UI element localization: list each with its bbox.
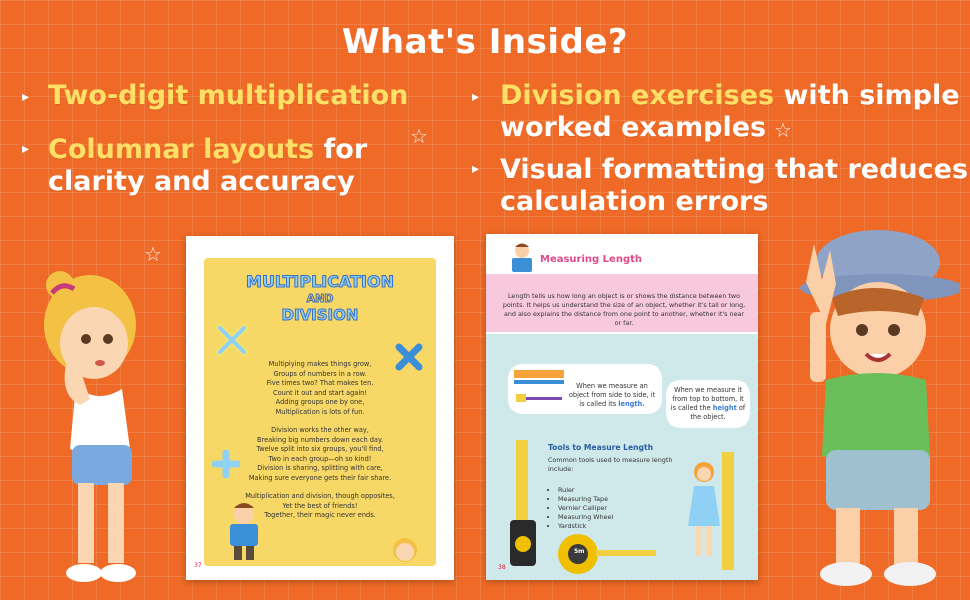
bullet-icon: ▸ — [472, 161, 480, 177]
poem-line: Together, their magic never ends. — [264, 511, 376, 520]
tools-list — [548, 486, 613, 531]
feature-3-highlight: Division exercises — [500, 80, 775, 111]
poem-line: Division is sharing, splitting with care, — [257, 464, 383, 473]
list-item: • Yardstick — [558, 522, 613, 531]
page-title-division: DIVISION — [281, 306, 359, 324]
page-title-multiplication: MULTIPLICATION — [246, 272, 394, 291]
list-item: • Ruler — [558, 486, 613, 495]
height-keyword: height — [712, 404, 737, 412]
boy-illustration — [770, 212, 960, 597]
star-icon: ☆ — [144, 242, 162, 266]
girl-illustration — [20, 255, 170, 595]
section-heading: Measuring Length — [540, 254, 643, 265]
tape-label: 5m — [574, 548, 585, 555]
list-item: • Measuring Tape — [558, 495, 613, 504]
feature-4-line2: calculation errors — [500, 186, 769, 217]
feature-2-line2: clarity and accuracy — [48, 166, 355, 197]
girl-height-illustration — [680, 452, 740, 572]
poem-line: Breaking big numbers down each day. — [256, 435, 384, 444]
girl-face-illustration — [390, 536, 420, 564]
feature-3-rest: with simple — [774, 80, 960, 111]
page-title-and: AND — [306, 292, 334, 305]
page-number: 38 — [498, 564, 506, 571]
star-icon: ☆ — [774, 118, 792, 142]
poem-line: Multiplication and division, though opposites, — [245, 492, 395, 500]
feature-1 — [48, 80, 408, 112]
list-item: • Vernier Calliper — [558, 504, 613, 513]
measuring-tape-icon — [510, 440, 536, 570]
feature-4 — [500, 154, 968, 218]
poem-line: Adding groups one by one, — [275, 398, 365, 407]
poem-line: Count it out and start again! — [273, 388, 367, 397]
poem-line: Two in each group—oh so kind! — [268, 454, 372, 463]
tape-measure-illustration — [548, 530, 668, 578]
poem-line: Yet the best of friends! — [282, 501, 358, 510]
bullet-icon: ▸ — [472, 89, 480, 105]
height-bubble-tail: of the object. — [690, 404, 746, 421]
measuring-length-page — [486, 234, 758, 580]
height-bubble-body: When we measure it from top to bottom, it is called the — [670, 386, 744, 412]
poem-line: Multiplication is lots of fun. — [275, 407, 365, 416]
multiplication-page — [186, 236, 454, 580]
poem-line: Making sure everyone gets their fair share. — [248, 473, 392, 482]
poem-line: Multiplying makes things grow, — [268, 360, 372, 368]
length-keyword: length. — [618, 400, 645, 408]
poem-line: Twelve split into six groups, you'll find, — [256, 445, 384, 454]
reading-boy-icon — [508, 242, 536, 274]
feature-4-rest: Visual formatting that reduces — [500, 154, 969, 185]
poem-line: Division works the other way, — [271, 426, 369, 434]
bullet-icon: ▸ — [22, 89, 30, 105]
ruler-icon — [514, 370, 564, 408]
boy-reading-illustration — [224, 502, 264, 562]
feature-3 — [500, 80, 960, 144]
feature-2-highlight: Columnar layouts — [48, 134, 315, 165]
list-item: • Measuring Wheel — [558, 513, 613, 522]
page-title: What's Inside? — [341, 22, 629, 62]
tools-heading: Tools to Measure Length — [548, 443, 654, 452]
length-bubble-body: When we measure an object from side to side, it is called its — [568, 382, 656, 408]
height-bubble — [666, 380, 750, 428]
tools-text: Common tools used to measure length include: — [548, 456, 673, 473]
page-panel — [204, 258, 436, 566]
intro-text: Length tells us how long an object is or shows the distance between two points. It helps us understand the size of an object, whether it's tall or long, and also explains the distance from one point to another, whether it's near or far. — [502, 292, 746, 327]
feature-1-highlight: Two-digit multiplication — [48, 80, 409, 111]
star-icon: ☆ — [410, 124, 428, 148]
poem-stanza-2 — [204, 426, 436, 484]
multiply-sign-icon — [214, 322, 250, 358]
bullet-icon: ▸ — [22, 141, 30, 157]
poem-line: Groups of numbers in a row. — [273, 369, 367, 378]
length-bubble-text — [566, 382, 658, 409]
feature-2-rest: for — [314, 134, 368, 165]
feature-2 — [48, 134, 367, 198]
page-number: 37 — [194, 562, 202, 569]
feature-3-line2: worked examples — [500, 112, 767, 143]
poem-stanza-1 — [204, 360, 436, 418]
poem-line: Five times two? That makes ten. — [266, 379, 374, 388]
